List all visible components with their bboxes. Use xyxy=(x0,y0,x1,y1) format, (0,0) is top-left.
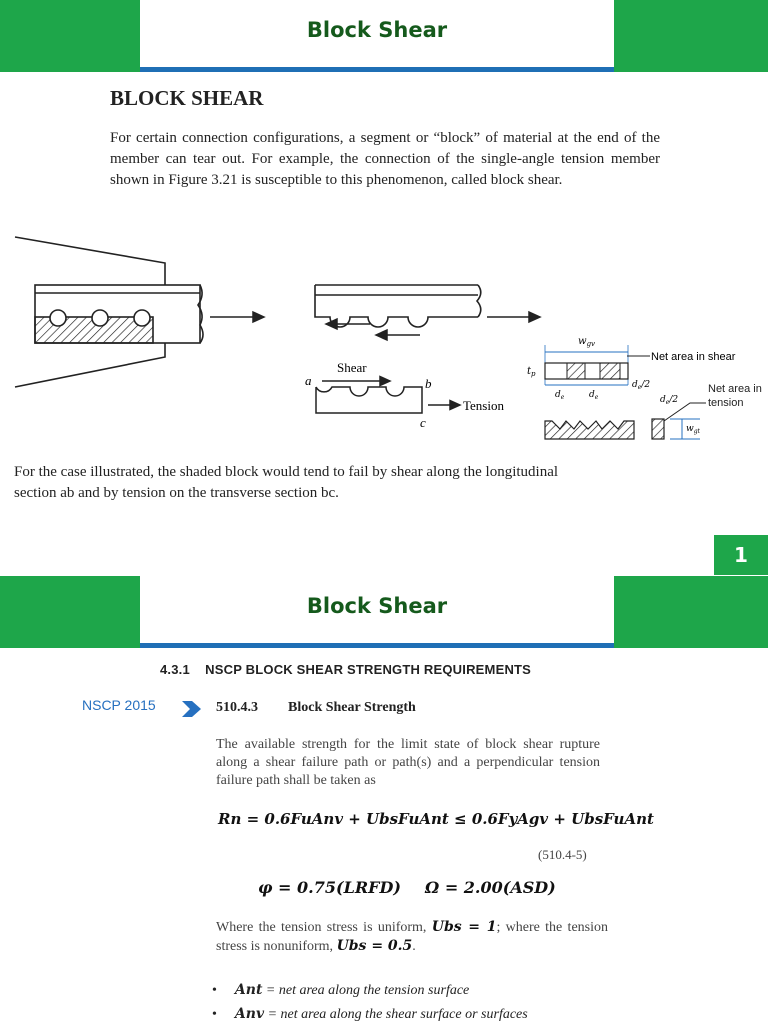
header-green-left xyxy=(0,0,140,72)
nscp-label: NSCP 2015 xyxy=(82,697,156,713)
point-c: c xyxy=(420,415,426,430)
angle-member xyxy=(35,285,203,343)
section-number: 510.4.3 xyxy=(216,700,258,715)
bullet-anv: • Anv = net area along the shear surface or surfaces xyxy=(212,1006,528,1022)
tension-arrow-right xyxy=(487,312,540,322)
label-de-1: $d_e$ xyxy=(555,390,565,401)
intro-paragraph: For certain connection configurations, a segment or “block” of material at the end of the member can tear out. For example, the connection of the single-angle tension member shown in Figure 3.21 is susceptible to this phenomenon, called block shear. xyxy=(110,130,660,188)
equation-number: (510.4-5) xyxy=(538,847,587,862)
ubs-uniform: Ubs = 1 xyxy=(431,919,497,935)
label-de-2: $d_e$ xyxy=(589,390,599,401)
section-name: Block Shear Strength xyxy=(288,700,416,715)
case-paragraph: For the case illustrated, the shaded block would tend to fail by shear along the longitudinal section ab and by tension on the transverse section bc. xyxy=(14,464,559,501)
equation-main: Rn = 0.6FuAnv + UbsFuAnt ≤ 0.6FyAgv + UbsFuAnt xyxy=(218,810,654,828)
header-green-right xyxy=(614,576,768,648)
point-b: b xyxy=(425,376,432,391)
block-shear-figure xyxy=(0,225,768,455)
ubs-nonuniform: Ubs = 0.5 xyxy=(336,938,413,954)
slide-2 xyxy=(0,576,768,1024)
label-wgt: $w_{gt}$ xyxy=(686,424,700,435)
bullet-ant: • Ant = net area along the tension surface xyxy=(212,982,470,998)
label-tp: $t_p$ xyxy=(527,366,536,378)
tension-stress-text: Where the tension stress is uniform, Ubs = 1; where the tension stress is nonuniform, Ubs = 0.5. xyxy=(216,919,608,954)
label-de-half-2: $d_e/2$ xyxy=(660,395,679,406)
label-shear: Shear xyxy=(337,360,367,375)
omega-equation: Ω = 2.00(ASD) xyxy=(425,878,556,897)
label-wgv: $w_{gv}$ xyxy=(578,336,595,348)
label-tension: Tension xyxy=(463,398,504,413)
header-title: Block Shear xyxy=(306,18,448,42)
header-title: Block Shear xyxy=(306,594,448,618)
torn-member xyxy=(315,285,481,327)
section-title: BLOCK SHEAR xyxy=(110,86,264,110)
free-body-block xyxy=(316,377,460,414)
header-bar xyxy=(140,0,614,72)
label-de-half-1: $d_e/2$ xyxy=(632,380,651,391)
point-a: a xyxy=(305,373,312,388)
tension-arrow-left xyxy=(210,312,264,322)
chevron-right-icon xyxy=(179,699,203,719)
page-number: 1 xyxy=(714,535,768,575)
phi-equation: φ = 0.75(LRFD) xyxy=(258,878,401,897)
header-green-left xyxy=(0,576,140,648)
label-net-area-shear: Net area in shear xyxy=(651,351,736,363)
header-green-right xyxy=(614,0,768,72)
header-bar xyxy=(140,576,614,648)
body-paragraph: The available strength for the limit state of block shear rupture along a shear failure path or path(s) and a perpendicular tension failure path shall be taken as xyxy=(216,737,600,788)
shear-arrows xyxy=(326,319,420,340)
subheading: 4.3.1 NSCP BLOCK SHEAR STRENGTH REQUIREMENTS xyxy=(160,662,532,677)
label-net-area-tension: Net area in tension xyxy=(708,383,762,409)
